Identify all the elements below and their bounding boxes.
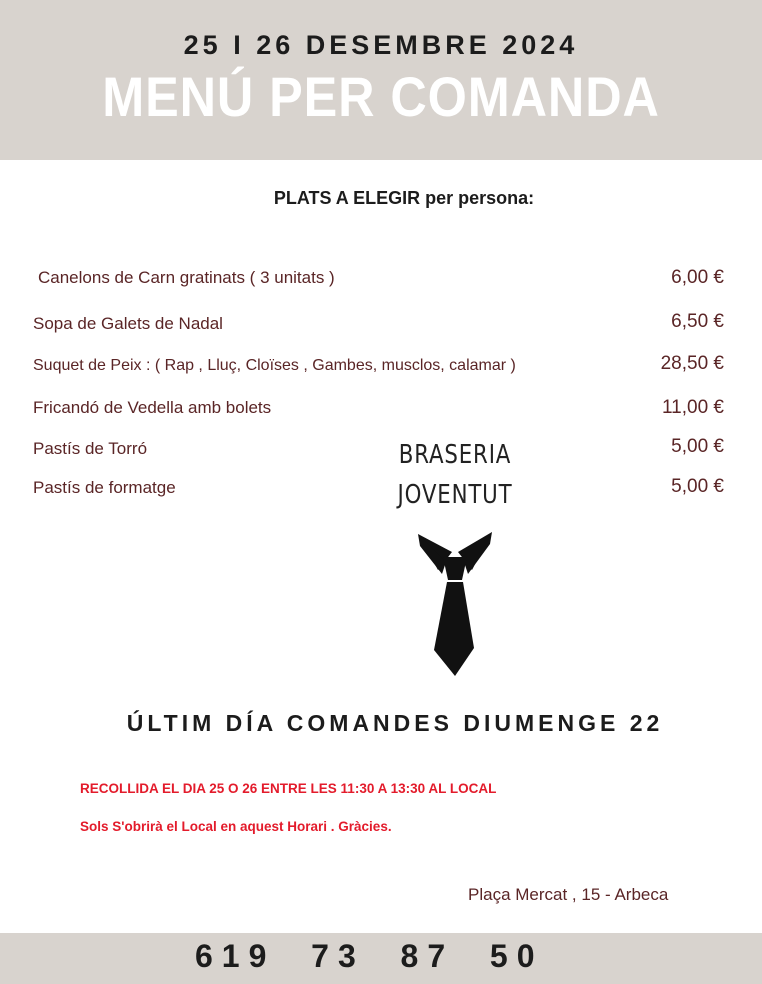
menu-item-price: 11,00 € [662, 397, 724, 418]
order-deadline: ÚLTIM DÍA COMANDES DIUMENGE 22 [126, 710, 664, 736]
menu-item-price: 6,00 € [671, 267, 724, 288]
menu-item-name: Pastís de formatge [33, 478, 176, 497]
hours-notice: Sols S'obrirà el Local en aquest Horari . Gràcies. [80, 819, 392, 834]
menu-item-name: Suquet de Peix : ( Rap , Lluç, Cloïses , Gambes, musclos, calamar ) [33, 357, 516, 374]
address: Plaça Mercat , 15 - Arbeca [468, 885, 669, 904]
phone-number: 619 73 87 50 [195, 938, 544, 974]
menu-item-price: 5,00 € [671, 476, 724, 497]
event-date: 25 I 26 DESEMBRE 2024 [183, 30, 579, 60]
menu-item-name: Sopa de Galets de Nadal [33, 314, 223, 333]
logo-line-2: JOVENTUT [397, 480, 513, 510]
menu-subtitle: PLATS A ELEGIR per persona: [273, 188, 535, 208]
logo-line-1: BRASERIA [398, 440, 512, 470]
menu-item-name: Pastís de Torró [33, 439, 148, 458]
menu-item-name: Fricandó de Vedella amb bolets [33, 398, 272, 417]
restaurant-logo [380, 434, 530, 684]
menu-item-price: 5,00 € [671, 436, 724, 457]
page-title: MENÚ PER COMANDA [102, 65, 660, 128]
menu-item-name: Canelons de Carn gratinats ( 3 unitats ) [38, 268, 335, 287]
pickup-notice: RECOLLIDA EL DIA 25 O 26 ENTRE LES 11:30 A 13:30 AL LOCAL [80, 781, 497, 796]
tie-icon [380, 434, 530, 684]
menu-item-price: 28,50 € [660, 353, 724, 374]
menu-item-price: 6,50 € [671, 311, 724, 332]
